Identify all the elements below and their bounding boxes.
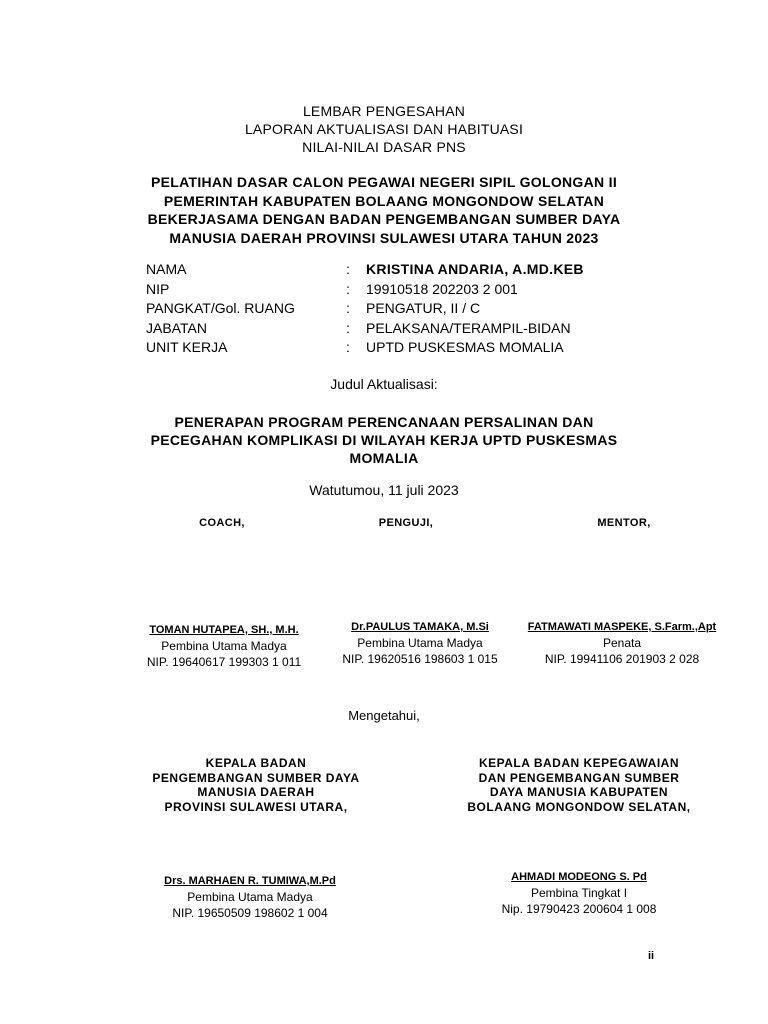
actualization-title-line-3: MOMALIA bbox=[349, 450, 419, 466]
header-subtitle-2: NILAI-NILAI DASAR PNS bbox=[302, 139, 466, 155]
identity-value: 19910518 202203 2 001 bbox=[366, 280, 518, 297]
left-acknowledger-title bbox=[116, 756, 396, 814]
identity-value: KRISTINA ANDARIA, A.MD.KEB bbox=[366, 261, 584, 277]
right-acknowledger-title-line-4: BOLAANG MONGONDOW SELATAN, bbox=[467, 799, 691, 814]
right-acknowledger-title-line-2: DAN PENGEMBANGAN SUMBER bbox=[478, 770, 680, 785]
actualization-title bbox=[0, 413, 768, 467]
acknowledgement-label: Mengetahui, bbox=[348, 708, 420, 723]
right-acknowledger-nip: Nip. 19790423 200604 1 008 bbox=[501, 902, 657, 916]
right-acknowledger-name: AHMADI MODEONG S. Pd bbox=[511, 871, 647, 883]
coach-nip: NIP. 19640617 199303 1 011 bbox=[146, 655, 302, 669]
identity-value: PELAKSANA/TERAMPIL-BIDAN bbox=[366, 319, 571, 336]
identity-label: JABATAN bbox=[146, 319, 207, 336]
coach-rank: Pembina Utama Madya bbox=[161, 639, 287, 653]
identity-separator: : bbox=[346, 319, 350, 336]
penguji-signature-block bbox=[310, 619, 530, 667]
penguji-nip: NIP. 19620516 198603 1 015 bbox=[342, 652, 498, 666]
identity-label: PANGKAT/Gol. RUANG bbox=[146, 300, 295, 316]
training-heading-line-3: BEKERJASAMA DENGAN BADAN PENGEMBANGAN SUMBER DAYA bbox=[147, 211, 621, 227]
identity-label: UNIT KERJA bbox=[146, 339, 228, 355]
identity-value: PENGATUR, II / C bbox=[366, 300, 481, 316]
identity-label: NIP bbox=[146, 280, 170, 297]
left-acknowledger-signature bbox=[140, 873, 360, 921]
identity-separator: : bbox=[346, 300, 350, 316]
actualization-title-line-1: PENERAPAN PROGRAM PERENCANAAN PERSALINAN DAN bbox=[174, 414, 594, 430]
coach-role-label: COACH, bbox=[199, 517, 245, 529]
mentor-name: FATMAWATI MASPEKE, S.Farm.,Apt bbox=[527, 621, 717, 633]
training-heading-line-2: PEMERINTAH KABUPATEN BOLAANG MONGONDOW SELATAN bbox=[163, 192, 605, 209]
left-acknowledger-title-line-2: PENGEMBANGAN SUMBER DAYA bbox=[152, 770, 360, 785]
page-number: ii bbox=[648, 950, 655, 962]
identity-value: UPTD PUSKESMAS MOMALIA bbox=[366, 339, 564, 355]
training-heading bbox=[0, 173, 768, 247]
header-subtitle: LAPORAN AKTUALISASI DAN HABITUASI bbox=[244, 121, 524, 137]
left-acknowledger-name: Drs. MARHAEN R. TUMIWA,M.Pd bbox=[164, 875, 336, 887]
right-acknowledger-title-line-3: DAYA MANUSIA KABUPATEN bbox=[489, 785, 669, 799]
left-acknowledger-rank: Pembina Utama Madya bbox=[187, 890, 313, 904]
right-acknowledger-title bbox=[439, 756, 719, 814]
actualization-title-line-2: PECEGAHAN KOMPLIKASI DI WILAYAH KERJA UPTD PUSKESMAS bbox=[150, 432, 618, 448]
left-acknowledger-title-line-1: KEPALA BADAN bbox=[205, 756, 307, 770]
right-acknowledger-signature bbox=[469, 869, 689, 917]
mentor-role-label: MENTOR, bbox=[597, 517, 651, 529]
right-acknowledger-title-line-1: KEPALA BADAN KEPEGAWAIAN bbox=[478, 756, 679, 770]
left-acknowledger-title-line-3: MANUSIA DAERAH bbox=[197, 785, 315, 799]
document-header bbox=[0, 102, 768, 156]
mentor-rank: Penata bbox=[602, 636, 642, 650]
training-heading-line-1: PELATIHAN DASAR CALON PEGAWAI NEGERI SIPIL GOLONGAN II bbox=[150, 174, 618, 190]
header-title: LEMBAR PENGESAHAN bbox=[302, 103, 466, 119]
identity-separator: : bbox=[346, 280, 350, 297]
identity-separator: : bbox=[346, 339, 350, 355]
coach-name: TOMAN HUTAPEA, SH., M.H. bbox=[149, 624, 299, 636]
identity-label: NAMA bbox=[146, 261, 187, 277]
penguji-name: Dr.PAULUS TAMAKA, M.Si bbox=[351, 621, 489, 633]
left-acknowledger-title-line-4: PROVINSI SULAWESI UTARA, bbox=[164, 799, 348, 814]
identity-separator: : bbox=[346, 261, 350, 277]
mentor-nip: NIP. 19941106 201903 2 028 bbox=[544, 652, 700, 666]
training-heading-line-4: MANUSIA DAERAH PROVINSI SULAWESI UTARA TAHUN 2023 bbox=[169, 229, 599, 246]
mentor-signature-block bbox=[512, 619, 732, 667]
penguji-rank: Pembina Utama Madya bbox=[357, 636, 483, 650]
penguji-role-label: PENGUJI, bbox=[378, 517, 434, 529]
place-date: Watutumou, 11 juli 2023 bbox=[309, 482, 459, 498]
actualization-title-label: Judul Aktualisasi: bbox=[330, 376, 438, 392]
right-acknowledger-rank: Pembina Tingkat I bbox=[530, 886, 628, 900]
left-acknowledger-nip: NIP. 19650509 198602 1 004 bbox=[172, 906, 328, 920]
coach-signature-block bbox=[114, 622, 334, 670]
